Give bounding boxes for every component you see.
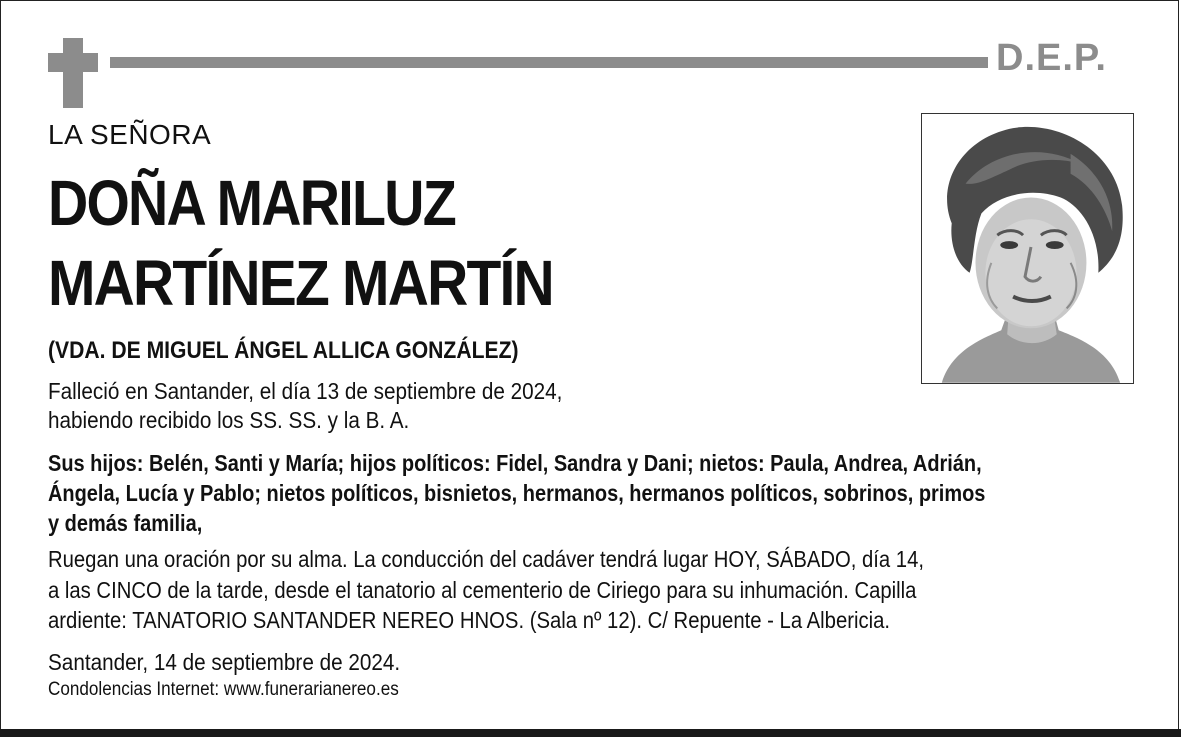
bottom-rule — [0, 729, 1181, 737]
death-notice-line: Falleció en Santander, el día 13 de septiembre de 2024, — [48, 378, 563, 404]
portrait-photo — [921, 113, 1134, 384]
deceased-name-line-2: MARTÍNEZ MARTÍN — [48, 247, 553, 319]
widow-of: (VDA. DE MIGUEL ÁNGEL ALLICA GONZÁLEZ) — [48, 337, 519, 364]
death-notice-line: habiendo recibido los SS. SS. y la B. A. — [48, 407, 410, 433]
dep-label: D.E.P. — [996, 37, 1107, 79]
deceased-name-line-1: DOÑA MARILUZ — [48, 167, 455, 239]
family-line: Ángela, Lucía y Pablo; nietos políticos, bisnietos, hermanos, hermanos políticos, sobrinos, primos — [48, 480, 986, 506]
honorific: LA SEÑORA — [48, 119, 212, 150]
header-rule — [110, 57, 988, 68]
cross-horizontal-bar — [48, 53, 98, 72]
place-date: Santander, 14 de septiembre de 2024. — [48, 649, 401, 675]
family-line: y demás familia, — [48, 510, 203, 536]
portrait-image — [922, 114, 1133, 383]
family-line: Sus hijos: Belén, Santi y María; hijos políticos: Fidel, Sandra y Dani; nietos: Paula, Andrea, Adrián, — [48, 450, 982, 476]
request-line: a las CINCO de la tarde, desde el tanatorio al cementerio de Ciriego para su inhumación. Capilla — [48, 577, 917, 603]
cross-vertical-bar — [63, 38, 83, 108]
request-line: ardiente: TANATORIO SANTANDER NEREO HNOS. (Sala nº 12). C/ Repuente - La Albericia. — [48, 607, 891, 633]
condolences-line: Condolencias Internet: www.funerarianereo.es — [48, 679, 399, 700]
request-line: Ruegan una oración por su alma. La conducción del cadáver tendrá lugar HOY, SÁBADO, día 14, — [48, 546, 924, 572]
